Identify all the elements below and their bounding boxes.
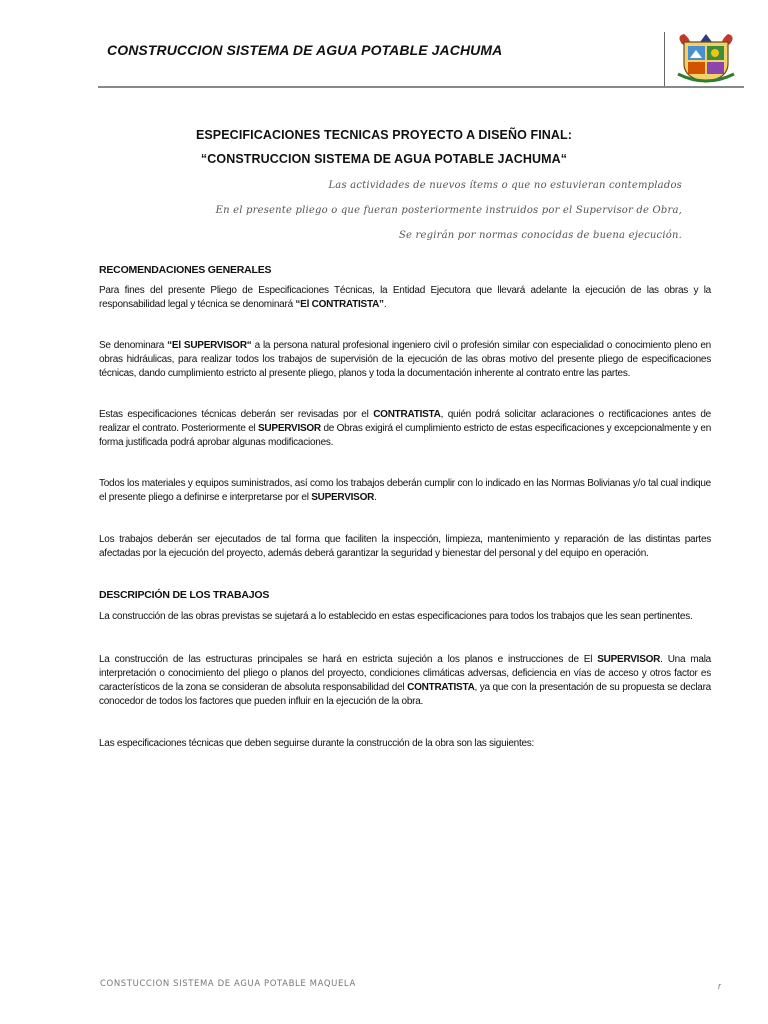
footer-text: CONSTUCCION SISTEMA DE AGUA POTABLE MAQUELA — [100, 979, 356, 989]
paragraph-3: Estas especificaciones técnicas deberán ser revisadas por el CONTRATISTA, quién podrá solicitar aclaraciones o rectificaciones antes de realizar el contrato. Posteriormente el SUPERVISOR de Obras exigirá el cumplimiento estricto de estas especificaciones y excepcionalmente y en forma justificada podrá aprobar algunas modificaciones. — [99, 409, 712, 448]
header-divider — [664, 32, 665, 86]
paragraph-4: Todos los materiales y equipos suministrados, así como los trabajos deberán cumplir con lo indicado en las Normas Bolivianas y/o tal cual indique el presente pliego a definirse e interpretarse por el SUPERVISOR. — [99, 478, 711, 503]
paragraph-2: Se denominara “El SUPERVISOR“ a la persona natural profesional ingeniero civil o profesión similar con especialidad o conocimiento pleno en obras hidráulicas, para realizar todos los trabajos de supervisión de la ejecución de las obras motivo del presente pliego de especificaciones técnicas, dando cumplimiento estricto al presente pliego, planos y toda la documentación inherente al contrato entre las partes. — [99, 340, 711, 379]
quote-line-1: Las actividades de nuevos ítems o que no estuvieran contemplados — [328, 180, 682, 191]
header-title: CONSTRUCCION SISTEMA DE AGUA POTABLE JACHUMA — [107, 42, 503, 58]
paragraph-5: Los trabajos deberán ser ejecutados de tal forma que faciliten la inspección, limpieza, mantenimiento y reparación de las distintas partes afectadas por la ejecución del proyecto, además deberá garantizar la seguridad y bienestar del personal y del equipo en operación. — [99, 534, 711, 559]
paragraph-8: Las especificaciones técnicas que deben seguirse durante la construcción de la obra son las siguientes: — [99, 738, 535, 749]
header-rule — [98, 86, 744, 88]
municipal-crest-icon — [672, 30, 740, 84]
document-title: ESPECIFICACIONES TECNICAS PROYECTO A DISEÑO FINAL: — [195, 128, 573, 142]
section-heading-recomendaciones: RECOMENDACIONES GENERALES — [99, 264, 272, 276]
quote-line-3: Se regirán por normas conocidas de buena ejecución. — [399, 230, 682, 241]
quote-line-2: En el presente pliego o que fueran posteriormente instruidos por el Supervisor de Obra, — [215, 205, 682, 216]
section-heading-descripcion: DESCRIPCIÓN DE LOS TRABAJOS — [99, 589, 270, 601]
paragraph-1: Para fines del presente Pliego de Especificaciones Técnicas, la Entidad Ejecutora que llevará adelante la ejecución de las obras y la responsabilidad legal y técnica se denominará “El CONTRATISTA”. — [99, 285, 711, 310]
paragraph-7: La construcción de las estructuras principales se hará en estricta sujeción a los planos e instrucciones de El SUPERVISOR. Una mala interpretación o conocimiento del pliego o planos del proyecto, condiciones climáticas adversas, deficiencia en vías de acceso y otros factor es característicos de la zona se consideran de absoluta responsabilidad del CONTRATISTA, ya que con la presentación de su propuesta se declara conocedor de todos los factores que pueden influir en la ejecución de la obra. — [99, 654, 711, 707]
document-subtitle: “CONSTRUCCION SISTEMA DE AGUA POTABLE JACHUMA“ — [200, 152, 568, 166]
page-number: r — [718, 981, 721, 991]
paragraph-6: La construcción de las obras previstas se sujetará a lo establecido en estas especificaciones para todos los trabajos que les sean pertinentes. — [99, 611, 693, 622]
